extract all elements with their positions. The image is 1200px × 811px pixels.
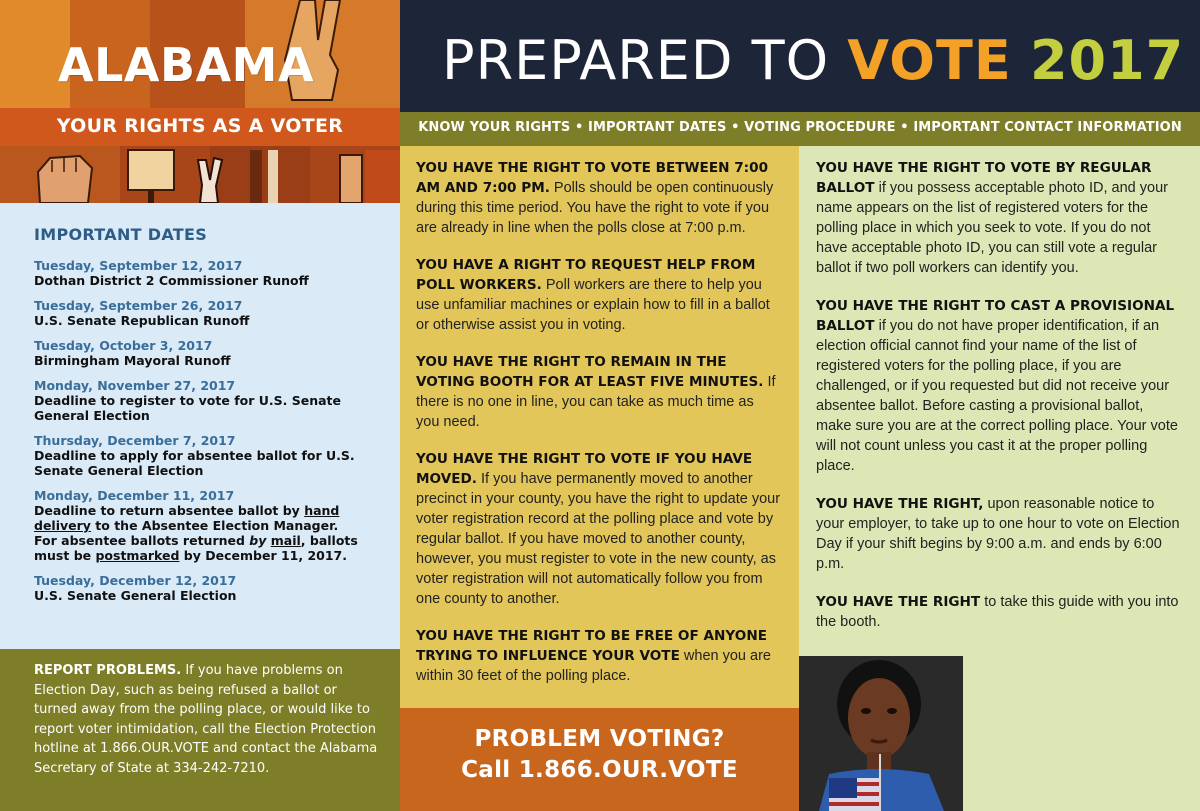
right-heading: YOU HAVE THE RIGHT — [816, 594, 981, 610]
right-text: Polls should be open continuously during this time period. You have the right to vote if you are already in line when the polls close at 7:00 p.m. — [416, 180, 774, 236]
date-entry — [34, 258, 366, 288]
problem-voting-box — [400, 708, 799, 811]
date-label: Tuesday, September 26, 2017 — [34, 298, 243, 313]
event-label: U.S. Senate Republican Runoff — [34, 313, 250, 328]
report-problems-heading: REPORT PROBLEMS. — [34, 663, 182, 678]
title-vote-text: VOTE — [847, 29, 1012, 92]
topics-list: KNOW YOUR RIGHTS • IMPORTANT DATES • VOTING PROCEDURE • IMPORTANT CONTACT INFORMATION — [418, 120, 1182, 135]
raised-fist-icon — [38, 156, 92, 203]
right-paragraph — [416, 352, 781, 432]
rights-column-middle — [400, 146, 799, 708]
important-dates-heading: IMPORTANT DATES — [34, 225, 208, 244]
title-year-text: 2017 — [1029, 29, 1185, 92]
right-heading: YOU HAVE THE RIGHT TO CAST A PROVISIONAL BALLOT — [816, 298, 1175, 334]
right-text: If there is no one in line, you can take as much time as you need. — [416, 374, 776, 430]
right-text: when you are within 30 feet of the polling place. — [416, 648, 771, 684]
voter-rights-subtitle: YOUR RIGHTS AS A VOTER — [56, 115, 344, 137]
voter-photo — [799, 656, 963, 811]
event-label: Deadline to apply for absentee ballot for U.S. Senate General Election — [34, 448, 355, 478]
right-text: if you do not have proper identification, if an election official cannot find your name of the list of registered voters for the polling place, if you are challenged, or if you requested but did not receive your absentee ballot. Before casting a provisional ballot, make sure you are at the correct polling place. Your vote will not count unless you cast it at the proper polling place. — [816, 318, 1178, 474]
right-paragraph — [816, 592, 1182, 632]
event-text: , ballots must be — [34, 533, 358, 563]
event-text: by December 11, 2017. — [179, 548, 347, 563]
right-paragraph — [416, 255, 781, 335]
date-entry — [34, 378, 366, 423]
right-text: if you possess acceptable photo ID, and your name appears on the list of registered voters for the polling place in which you seek to vote. If you do not have acceptable photo ID, you can still vote a regular ballot if two poll workers can identify you. — [816, 180, 1168, 276]
date-label: Monday, November 27, 2017 — [34, 378, 236, 393]
right-heading: YOU HAVE THE RIGHT, — [816, 496, 984, 512]
right-paragraph — [816, 296, 1182, 476]
state-title: ALABAMA — [58, 38, 315, 92]
date-entry — [34, 298, 366, 328]
event-label: Deadline to register to vote for U.S. Senate General Election — [34, 393, 342, 423]
event-label: U.S. Senate General Election — [34, 588, 237, 603]
hero-banner — [0, 0, 400, 203]
date-label: Tuesday, December 12, 2017 — [34, 573, 237, 588]
event-label — [34, 503, 366, 563]
event-text: For absentee ballots returned — [34, 533, 250, 548]
right-paragraph — [416, 449, 781, 609]
date-entry — [34, 433, 366, 478]
event-text: to the Absentee Election Manager. — [90, 518, 339, 533]
date-label: Monday, December 11, 2017 — [34, 488, 235, 503]
important-dates-panel — [0, 203, 400, 649]
right-heading: YOU HAVE THE RIGHT TO REMAIN IN THE VOTING BOOTH FOR AT LEAST FIVE MINUTES. — [416, 354, 764, 390]
right-paragraph — [816, 494, 1182, 574]
right-heading: YOU HAVE THE RIGHT TO BE FREE OF ANYONE TRYING TO INFLUENCE YOUR VOTE — [416, 628, 767, 664]
right-heading: YOU HAVE A RIGHT TO REQUEST HELP FROM POLL WORKERS. — [416, 257, 756, 293]
protest-illustration — [0, 0, 400, 203]
voter-portrait-image — [799, 656, 963, 811]
date-label: Tuesday, October 3, 2017 — [34, 338, 213, 353]
report-problems-panel — [0, 649, 400, 811]
right-text: If you have permanently moved to another precinct in your county, you have the right to update your voter registration record at the polling place and vote by regular ballot. If you have moved to another county, however, you must register to vote in the new county, as voter registration will not automatically follow you from one county to another. — [416, 471, 781, 607]
main-title — [442, 30, 1184, 92]
right-paragraph — [816, 158, 1182, 278]
date-entry — [34, 338, 366, 368]
event-emphasis: hand delivery — [34, 503, 340, 533]
right-text: upon reasonable notice to your employer, to take up to one hour to vote on Election Day if your shift begins by 9:00 a.m. and ends by 6:00 p.m. — [816, 496, 1180, 572]
date-entry — [34, 488, 366, 563]
problem-voting-heading: PROBLEM VOTING? — [474, 726, 725, 752]
event-label: Dothan District 2 Commissioner Runoff — [34, 273, 309, 288]
date-label: Tuesday, September 12, 2017 — [34, 258, 243, 273]
right-text: Poll workers are there to help you use unfamiliar machines or explain how to fill in a ballot or otherwise assist you in voting. — [416, 277, 770, 333]
event-emphasis: mail — [270, 533, 301, 548]
right-heading: YOU HAVE THE RIGHT TO VOTE BETWEEN 7:00 AM AND 7:00 PM. — [416, 160, 769, 196]
event-text: Deadline to return absentee ballot by — [34, 503, 305, 518]
title-main-text: PREPARED TO — [442, 29, 848, 92]
right-heading: YOU HAVE THE RIGHT TO VOTE IF YOU HAVE MOVED. — [416, 451, 753, 487]
report-problems-text: If you have problems on Election Day, such as being refused a ballot or turned away from the polling place, or would like to report voter intimidation, call the Election Protection hotline at 1.866.OUR.VOTE and contact the Alabama Secretary of State at 334-242-7210. — [34, 663, 378, 776]
right-text: to take this guide with you into the booth. — [816, 594, 1179, 630]
event-emphasis: postmarked — [95, 548, 180, 563]
date-entry — [34, 573, 366, 603]
right-paragraph — [416, 158, 781, 238]
right-heading: YOU HAVE THE RIGHT TO VOTE BY REGULAR BALLOT — [816, 160, 1152, 196]
hotline-number: Call 1.866.OUR.VOTE — [461, 757, 738, 783]
event-label: Birmingham Mayoral Runoff — [34, 353, 231, 368]
right-paragraph — [416, 626, 781, 686]
event-italic: by — [249, 533, 271, 548]
date-label: Thursday, December 7, 2017 — [34, 433, 236, 448]
